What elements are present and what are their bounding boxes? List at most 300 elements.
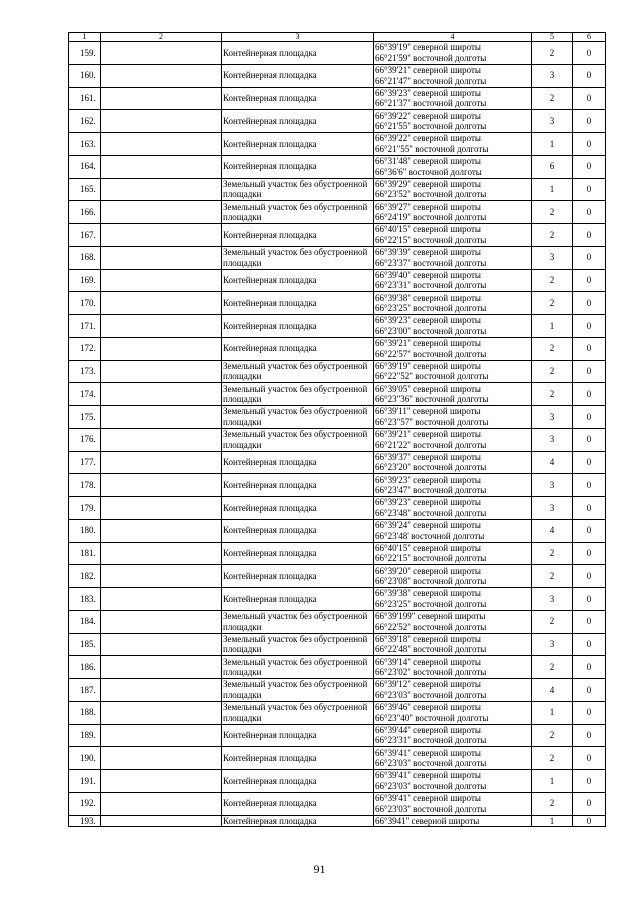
coordinates-cell <box>374 451 532 474</box>
owner-cell <box>101 360 222 383</box>
container-count-cell: 2 <box>532 565 573 588</box>
longitude-text: 66°23'25" восточной долготы <box>375 303 487 314</box>
column-header-2: 2 <box>101 33 222 42</box>
owner-cell <box>101 656 222 679</box>
owner-cell <box>101 815 222 826</box>
container-count-cell: 2 <box>532 337 573 360</box>
latitude-text: 66°39'23" северной широты <box>375 497 481 508</box>
owner-cell <box>101 133 222 156</box>
table-row <box>69 42 606 65</box>
latitude-text: 66°39'27" северной широты <box>375 201 481 212</box>
longitude-text: 66°23'52" восточной долготы <box>375 189 487 200</box>
site-type-cell: Контейнерная площадка <box>222 110 374 133</box>
row-number-cell: 173. <box>69 360 101 383</box>
coordinates-cell <box>374 724 532 747</box>
longitude-text: 66°24'19" восточной долготы <box>375 212 487 223</box>
owner-cell <box>101 428 222 451</box>
row-number-cell: 167. <box>69 224 101 247</box>
site-type-cell: Земельный участок без обустроенной площадки <box>222 201 374 224</box>
site-type-cell: Земельный участок без обустроенной площадки <box>222 360 374 383</box>
owner-cell <box>101 110 222 133</box>
data-table <box>68 32 606 827</box>
column-6-cell: 0 <box>573 474 606 497</box>
column-6-cell: 0 <box>573 87 606 110</box>
column-6-cell: 0 <box>573 178 606 201</box>
table-row <box>69 610 606 633</box>
table-row <box>69 542 606 565</box>
coordinates-cell <box>374 246 532 269</box>
column-6-cell: 0 <box>573 792 606 815</box>
site-type-cell: Контейнерная площадка <box>222 770 374 793</box>
site-type-cell: Контейнерная площадка <box>222 315 374 338</box>
owner-cell <box>101 224 222 247</box>
site-type-cell: Земельный участок без обустроенной площадки <box>222 406 374 429</box>
latitude-text: 66°39'18" северной широты <box>375 633 481 644</box>
table-row <box>69 724 606 747</box>
longitude-text: 66°23"40" восточной долготы <box>375 712 489 723</box>
row-number-cell: 182. <box>69 565 101 588</box>
owner-cell <box>101 337 222 360</box>
container-count-cell: 2 <box>532 42 573 65</box>
container-count-cell: 2 <box>532 747 573 770</box>
latitude-text: 66°39'12" северной широты <box>375 679 481 690</box>
longitude-text: 66°21'47" восточной долготы <box>375 75 487 86</box>
column-6-cell: 0 <box>573 815 606 826</box>
row-number-cell: 166. <box>69 201 101 224</box>
latitude-text: 66°39'44" северной широты <box>375 724 481 735</box>
coordinates-cell <box>374 792 532 815</box>
longitude-text: 66°21"55" восточной долготы <box>375 143 489 154</box>
coordinates-cell <box>374 383 532 406</box>
site-type-cell: Контейнерная площадка <box>222 64 374 87</box>
latitude-text: 66°39'40" северной широты <box>375 269 481 280</box>
container-count-cell: 4 <box>532 519 573 542</box>
row-number-cell: 191. <box>69 770 101 793</box>
coordinates-cell <box>374 110 532 133</box>
latitude-text: 66°39'19" северной широты <box>375 42 481 53</box>
row-number-cell: 171. <box>69 315 101 338</box>
column-header-1: 1 <box>69 33 101 42</box>
longitude-text: 66°23"57" восточной долготы <box>375 416 489 427</box>
owner-cell <box>101 315 222 338</box>
site-type-cell: Земельный участок без обустроенной площадки <box>222 679 374 702</box>
table-row <box>69 315 606 338</box>
site-type-cell: Земельный участок без обустроенной площадки <box>222 383 374 406</box>
column-6-cell: 0 <box>573 656 606 679</box>
owner-cell <box>101 747 222 770</box>
coordinates-cell <box>374 701 532 724</box>
longitude-text: 66°23'25" восточной долготы <box>375 598 487 609</box>
coordinates-cell <box>374 565 532 588</box>
latitude-text: 66°39'14" северной широты <box>375 656 481 667</box>
table-row <box>69 792 606 815</box>
container-count-cell: 2 <box>532 269 573 292</box>
coordinates-cell <box>374 519 532 542</box>
coordinates-cell <box>374 679 532 702</box>
coordinates-cell <box>374 360 532 383</box>
row-number-cell: 159. <box>69 42 101 65</box>
coordinates-cell <box>374 474 532 497</box>
header-row <box>69 33 606 42</box>
site-type-cell: Контейнерная площадка <box>222 542 374 565</box>
container-count-cell: 1 <box>532 133 573 156</box>
column-6-cell: 0 <box>573 292 606 315</box>
table-row <box>69 155 606 178</box>
longitude-text: 66°21'22" восточной долготы <box>375 439 487 450</box>
latitude-text: 66°39'22" северной широты <box>375 110 481 121</box>
column-6-cell: 0 <box>573 610 606 633</box>
owner-cell <box>101 42 222 65</box>
owner-cell <box>101 770 222 793</box>
site-type-cell: Контейнерная площадка <box>222 497 374 520</box>
coordinates-cell <box>374 406 532 429</box>
column-6-cell: 0 <box>573 315 606 338</box>
column-6-cell: 0 <box>573 337 606 360</box>
column-header-3: 3 <box>222 33 374 42</box>
column-6-cell: 0 <box>573 497 606 520</box>
owner-cell <box>101 406 222 429</box>
row-number-cell: 186. <box>69 656 101 679</box>
site-type-cell: Контейнерная площадка <box>222 747 374 770</box>
coordinates-cell <box>374 42 532 65</box>
site-type-cell: Земельный участок без обустроенной площадки <box>222 610 374 633</box>
table-row <box>69 337 606 360</box>
table-row <box>69 497 606 520</box>
latitude-text: 66°39'46" северной широты <box>375 702 481 713</box>
row-number-cell: 180. <box>69 519 101 542</box>
longitude-text: 66°23'08" восточной долготы <box>375 576 487 587</box>
container-count-cell: 3 <box>532 64 573 87</box>
column-6-cell: 0 <box>573 406 606 429</box>
owner-cell <box>101 588 222 611</box>
table-row <box>69 451 606 474</box>
owner-cell <box>101 792 222 815</box>
container-count-cell: 1 <box>532 315 573 338</box>
latitude-text: 66°39'19" северной широты <box>375 360 481 371</box>
table-row <box>69 406 606 429</box>
coordinates-cell <box>374 315 532 338</box>
container-count-cell: 4 <box>532 451 573 474</box>
table-row <box>69 747 606 770</box>
container-count-cell: 1 <box>532 178 573 201</box>
longitude-text: 66°36'6" восточной долготы <box>375 166 482 177</box>
row-number-cell: 160. <box>69 64 101 87</box>
owner-cell <box>101 64 222 87</box>
row-number-cell: 164. <box>69 155 101 178</box>
owner-cell <box>101 155 222 178</box>
latitude-text: 66°39'199" северной широты <box>375 611 486 622</box>
coordinates-cell <box>374 633 532 656</box>
site-type-cell: Контейнерная площадка <box>222 519 374 542</box>
column-header-4: 4 <box>374 33 532 42</box>
table-row <box>69 246 606 269</box>
table-row <box>69 201 606 224</box>
container-count-cell: 6 <box>532 155 573 178</box>
row-number-cell: 165. <box>69 178 101 201</box>
row-number-cell: 185. <box>69 633 101 656</box>
owner-cell <box>101 519 222 542</box>
table-row <box>69 110 606 133</box>
latitude-text: 66°39'41" северной широты <box>375 747 481 758</box>
column-header-6: 6 <box>573 33 606 42</box>
row-number-cell: 179. <box>69 497 101 520</box>
latitude-text: 66°39'39" северной широты <box>375 247 481 258</box>
column-6-cell: 0 <box>573 360 606 383</box>
owner-cell <box>101 724 222 747</box>
longitude-text: 66°23'03" восточной долготы <box>375 803 487 814</box>
table-row <box>69 428 606 451</box>
column-6-cell: 0 <box>573 64 606 87</box>
longitude-text: 66°23'31" восточной долготы <box>375 280 487 291</box>
row-number-cell: 189. <box>69 724 101 747</box>
coordinates-cell <box>374 64 532 87</box>
owner-cell <box>101 87 222 110</box>
owner-cell <box>101 246 222 269</box>
latitude-text: 66°39'29" северной широты <box>375 178 481 189</box>
owner-cell <box>101 542 222 565</box>
owner-cell <box>101 701 222 724</box>
coordinates-cell <box>374 269 532 292</box>
row-number-cell: 172. <box>69 337 101 360</box>
longitude-text: 66°22"52" восточной долготы <box>375 371 489 382</box>
column-6-cell: 0 <box>573 224 606 247</box>
row-number-cell: 178. <box>69 474 101 497</box>
column-6-cell: 0 <box>573 770 606 793</box>
owner-cell <box>101 565 222 588</box>
row-number-cell: 170. <box>69 292 101 315</box>
row-number-cell: 184. <box>69 610 101 633</box>
latitude-text: 66°3941" северной широты <box>375 815 480 826</box>
row-number-cell: 177. <box>69 451 101 474</box>
owner-cell <box>101 451 222 474</box>
table-row <box>69 656 606 679</box>
container-count-cell: 2 <box>532 656 573 679</box>
container-count-cell: 2 <box>532 87 573 110</box>
site-type-cell: Земельный участок без обустроенной площадки <box>222 701 374 724</box>
site-type-cell: Контейнерная площадка <box>222 588 374 611</box>
row-number-cell: 187. <box>69 679 101 702</box>
table-row <box>69 701 606 724</box>
latitude-text: 66°39'20" северной широты <box>375 565 481 576</box>
latitude-text: 66°39'21" северной широты <box>375 429 481 440</box>
latitude-text: 66°31'48" северной широты <box>375 156 481 167</box>
row-number-cell: 192. <box>69 792 101 815</box>
longitude-text: 66°22'57" восточной долготы <box>375 348 487 359</box>
owner-cell <box>101 497 222 520</box>
table-header <box>69 33 606 42</box>
latitude-text: 66°40'15" северной широты <box>375 542 481 553</box>
latitude-text: 66°39'21" северной широты <box>375 65 481 76</box>
row-number-cell: 175. <box>69 406 101 429</box>
container-count-cell: 2 <box>532 724 573 747</box>
container-count-cell: 3 <box>532 428 573 451</box>
owner-cell <box>101 679 222 702</box>
table-row <box>69 588 606 611</box>
container-count-cell: 2 <box>532 201 573 224</box>
column-6-cell: 0 <box>573 679 606 702</box>
column-6-cell: 0 <box>573 428 606 451</box>
table-body <box>69 42 606 827</box>
coordinates-cell <box>374 178 532 201</box>
column-6-cell: 0 <box>573 246 606 269</box>
table-row <box>69 224 606 247</box>
container-count-cell: 2 <box>532 610 573 633</box>
latitude-text: 66°39'11" северной широты <box>375 406 481 417</box>
table-row <box>69 360 606 383</box>
container-count-cell: 3 <box>532 474 573 497</box>
row-number-cell: 193. <box>69 815 101 826</box>
site-type-cell: Контейнерная площадка <box>222 269 374 292</box>
longitude-text: 66°23'03" восточной долготы <box>375 758 487 769</box>
table-row <box>69 133 606 156</box>
coordinates-cell <box>374 337 532 360</box>
coordinates-cell <box>374 224 532 247</box>
site-type-cell: Контейнерная площадка <box>222 565 374 588</box>
container-count-cell: 2 <box>532 542 573 565</box>
container-count-cell: 3 <box>532 633 573 656</box>
site-type-cell: Контейнерная площадка <box>222 133 374 156</box>
table-row <box>69 770 606 793</box>
row-number-cell: 174. <box>69 383 101 406</box>
table-row <box>69 815 606 826</box>
longitude-text: 66°23'47" восточной долготы <box>375 485 487 496</box>
longitude-text: 66°23'03" восточной долготы <box>375 689 487 700</box>
coordinates-cell <box>374 815 532 826</box>
row-number-cell: 161. <box>69 87 101 110</box>
row-number-cell: 169. <box>69 269 101 292</box>
owner-cell <box>101 178 222 201</box>
owner-cell <box>101 474 222 497</box>
container-count-cell: 3 <box>532 588 573 611</box>
site-type-cell: Земельный участок без обустроенной площадки <box>222 633 374 656</box>
column-6-cell: 0 <box>573 110 606 133</box>
row-number-cell: 168. <box>69 246 101 269</box>
container-count-cell: 2 <box>532 792 573 815</box>
owner-cell <box>101 201 222 224</box>
container-count-cell: 3 <box>532 497 573 520</box>
coordinates-cell <box>374 87 532 110</box>
table-row <box>69 64 606 87</box>
table-row <box>69 565 606 588</box>
column-6-cell: 0 <box>573 565 606 588</box>
column-6-cell: 0 <box>573 542 606 565</box>
table-row <box>69 679 606 702</box>
coordinates-cell <box>374 497 532 520</box>
longitude-text: 66°21'55" восточной долготы <box>375 121 487 132</box>
latitude-text: 66°39'41" северной широты <box>375 793 481 804</box>
owner-cell <box>101 383 222 406</box>
row-number-cell: 163. <box>69 133 101 156</box>
site-type-cell: Земельный участок без обустроенной площадки <box>222 246 374 269</box>
coordinates-cell <box>374 747 532 770</box>
site-type-cell: Контейнерная площадка <box>222 815 374 826</box>
column-6-cell: 0 <box>573 201 606 224</box>
coordinates-cell <box>374 292 532 315</box>
site-type-cell: Контейнерная площадка <box>222 42 374 65</box>
coordinates-cell <box>374 770 532 793</box>
row-number-cell: 188. <box>69 701 101 724</box>
latitude-text: 66°39'23" северной широты <box>375 474 481 485</box>
table-row <box>69 474 606 497</box>
coordinates-cell <box>374 610 532 633</box>
table-row <box>69 633 606 656</box>
site-type-cell: Контейнерная площадка <box>222 724 374 747</box>
coordinates-cell <box>374 428 532 451</box>
longitude-text: 66°23'03" восточной долготы <box>375 780 487 791</box>
site-type-cell: Земельный участок без обустроенной площадки <box>222 178 374 201</box>
site-type-cell: Контейнерная площадка <box>222 87 374 110</box>
longitude-text: 66°22'15" восточной долготы <box>375 553 487 564</box>
latitude-text: 66°39'24" северной широты <box>375 520 481 531</box>
column-6-cell: 0 <box>573 451 606 474</box>
site-type-cell: Контейнерная площадка <box>222 224 374 247</box>
column-6-cell: 0 <box>573 155 606 178</box>
site-type-cell: Контейнерная площадка <box>222 155 374 178</box>
container-count-cell: 2 <box>532 292 573 315</box>
site-type-cell: Контейнерная площадка <box>222 292 374 315</box>
table-row <box>69 519 606 542</box>
container-count-cell: 2 <box>532 224 573 247</box>
coordinates-cell <box>374 656 532 679</box>
owner-cell <box>101 269 222 292</box>
column-6-cell: 0 <box>573 269 606 292</box>
page-number: 91 <box>313 862 326 876</box>
owner-cell <box>101 292 222 315</box>
latitude-text: 66°39'21" северной широты <box>375 338 481 349</box>
longitude-text: 66°23'00" восточной долготы <box>375 325 487 336</box>
container-count-cell: 1 <box>532 770 573 793</box>
row-number-cell: 183. <box>69 588 101 611</box>
row-number-cell: 181. <box>69 542 101 565</box>
column-6-cell: 0 <box>573 701 606 724</box>
longitude-text: 66°21'37" восточной долготы <box>375 98 487 109</box>
longitude-text: 66°23'48" восточной долготы <box>375 507 487 518</box>
table-row <box>69 269 606 292</box>
site-type-cell: Земельный участок без обустроенной площадки <box>222 656 374 679</box>
longitude-text: 66°23'31" восточной долготы <box>375 735 487 746</box>
latitude-text: 66°39'22" северной широты <box>375 133 481 144</box>
longitude-text: 66°23'37" восточной долготы <box>375 257 487 268</box>
column-6-cell: 0 <box>573 724 606 747</box>
row-number-cell: 162. <box>69 110 101 133</box>
latitude-text: 66°39'37" северной широты <box>375 451 481 462</box>
longitude-text: 66°22'52" восточной долготы <box>375 621 487 632</box>
longitude-text: 66°23'48' восточной долготы <box>375 530 485 541</box>
column-6-cell: 0 <box>573 42 606 65</box>
container-count-cell: 3 <box>532 406 573 429</box>
table-row <box>69 178 606 201</box>
latitude-text: 66°39'41" северной широты <box>375 770 481 781</box>
latitude-text: 66°39'23" северной широты <box>375 315 481 326</box>
coordinates-cell <box>374 588 532 611</box>
longitude-text: 66°23'02" восточной долготы <box>375 667 487 678</box>
coordinates-cell <box>374 201 532 224</box>
site-type-cell: Контейнерная площадка <box>222 474 374 497</box>
longitude-text: 66°23"36" восточной долготы <box>375 394 489 405</box>
table-row <box>69 383 606 406</box>
container-count-cell: 2 <box>532 383 573 406</box>
table-row <box>69 292 606 315</box>
latitude-text: 66°39'05" северной широты <box>375 383 481 394</box>
coordinates-cell <box>374 155 532 178</box>
container-count-cell: 2 <box>532 360 573 383</box>
row-number-cell: 176. <box>69 428 101 451</box>
longitude-text: 66°23'20" восточной долготы <box>375 462 487 473</box>
longitude-text: 66°21'59" восточной долготы <box>375 52 487 63</box>
column-6-cell: 0 <box>573 383 606 406</box>
site-type-cell: Земельный участок без обустроенной площадки <box>222 428 374 451</box>
container-count-cell: 1 <box>532 701 573 724</box>
